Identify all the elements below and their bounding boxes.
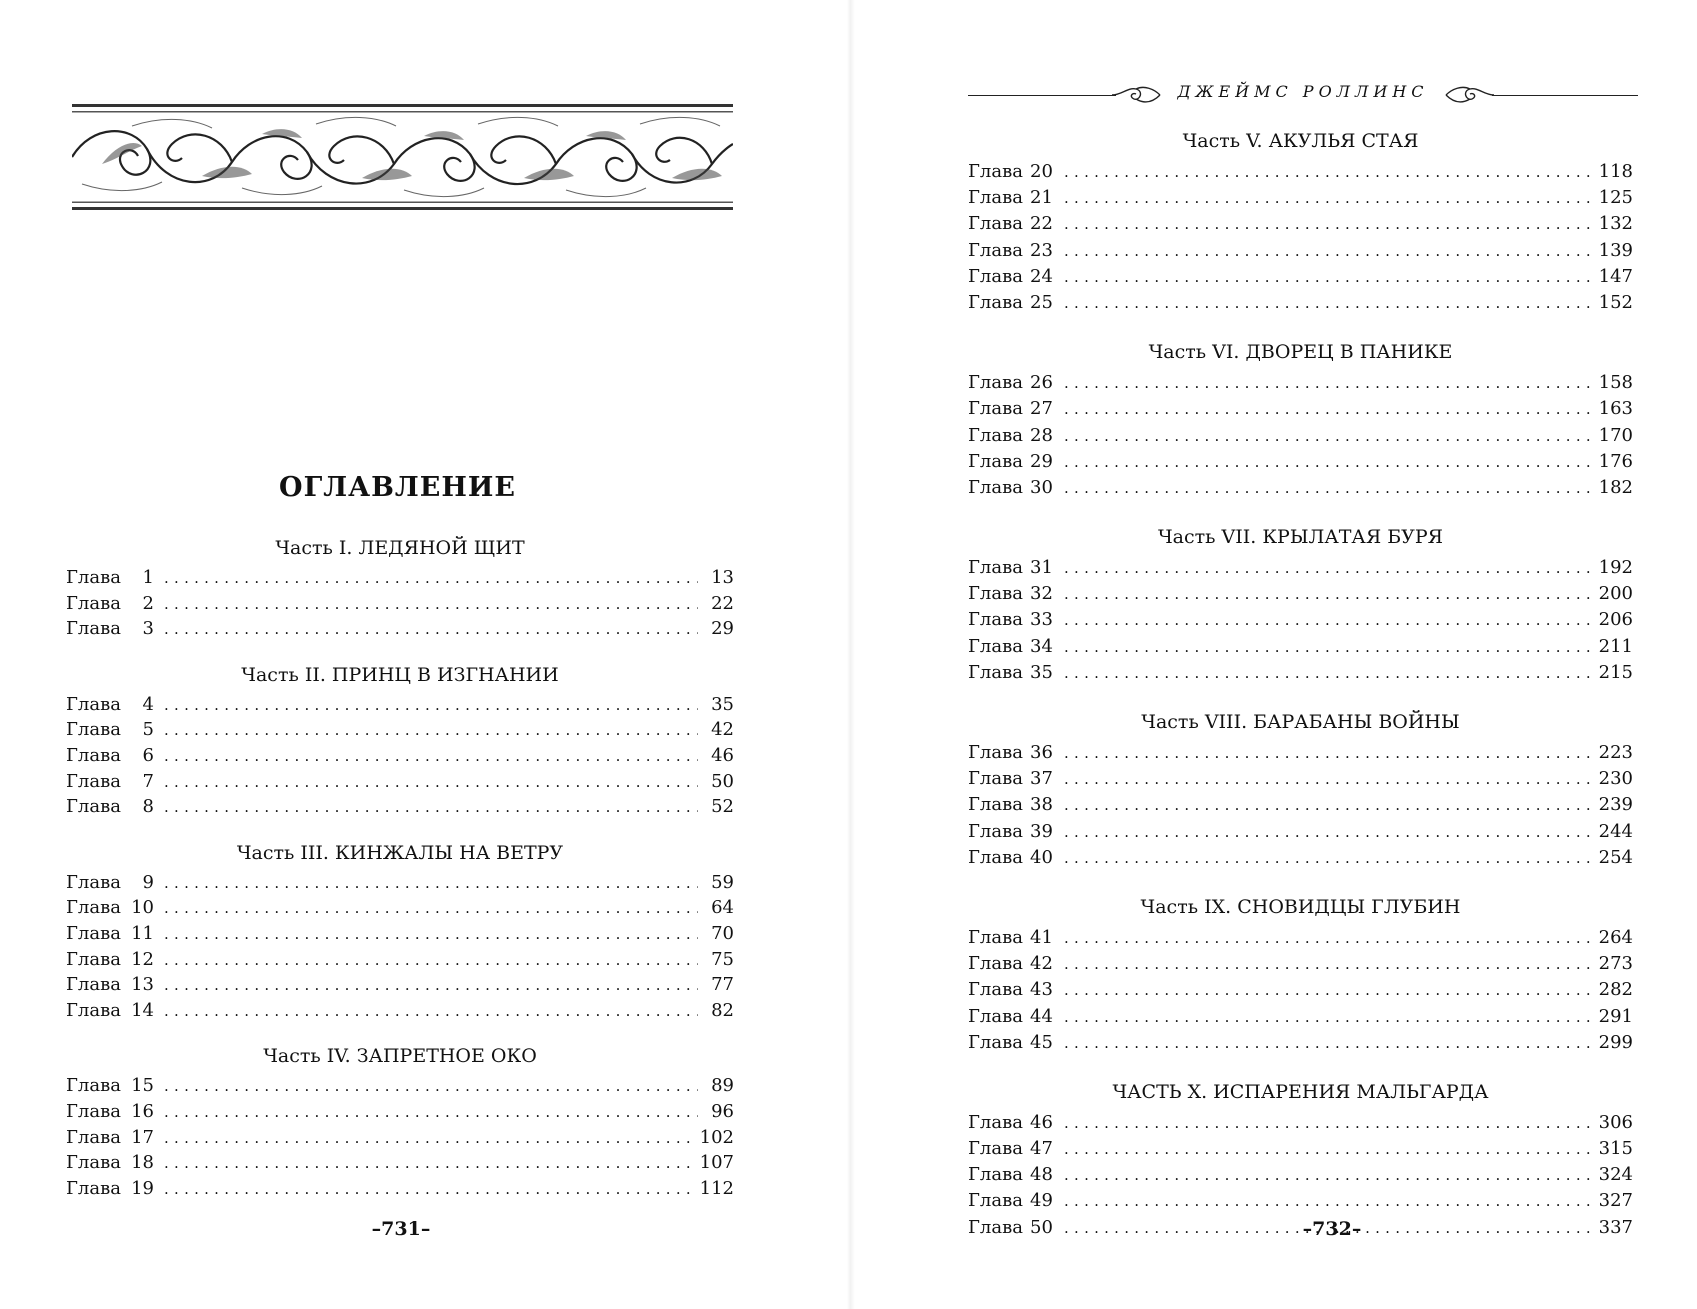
chapter-page-number: 125 [1598, 187, 1633, 209]
dot-leader [164, 770, 698, 796]
chapter-number: 48 [1030, 1164, 1053, 1186]
chapter-label: Глава [968, 476, 1023, 498]
chapter-number: 9 [142, 871, 154, 893]
chapter-page-number: 206 [1598, 609, 1633, 631]
dot-leader [164, 718, 698, 744]
chapter-label: Глава [66, 744, 121, 766]
chapter-number: 21 [1030, 187, 1053, 209]
chapter-number: 2 [142, 592, 154, 614]
chapter-entry [968, 475, 1633, 501]
chapter-number: 1 [142, 567, 154, 588]
chapter-entry [968, 1188, 1633, 1214]
chapter-number: 3 [142, 618, 154, 640]
chapter-page-number: 42 [711, 719, 734, 741]
chapter-entry [968, 1162, 1633, 1188]
chapter-label: Глава [968, 161, 1023, 182]
chapter-number: 28 [1030, 424, 1053, 446]
part-heading: Часть II. ПРИНЦ В ИЗГНАНИИ [241, 663, 559, 686]
chapter-number: 25 [1030, 291, 1053, 313]
chapter-page-number: 112 [699, 1177, 734, 1199]
part-heading: ЧАСТЬ X. ИСПАРЕНИЯ МАЛЬГАРДА [1112, 1080, 1489, 1103]
chapter-number: 16 [131, 1100, 154, 1122]
chapter-number: 29 [1030, 450, 1053, 472]
chapter-entry [66, 1073, 734, 1099]
chapter-label: Глава [968, 820, 1023, 842]
chapter-label: Глава [968, 291, 1023, 313]
dot-leader [1064, 581, 1593, 607]
chapter-number: 49 [1030, 1190, 1053, 1212]
chapter-label: Глава [968, 239, 1023, 261]
dot-leader [1064, 607, 1593, 633]
chapter-entry [66, 769, 734, 795]
chapter-number: 19 [131, 1177, 154, 1199]
chapter-page-number: 299 [1598, 1031, 1633, 1053]
dot-leader [1064, 951, 1593, 977]
chapter-label: Глава [968, 1138, 1023, 1160]
dot-leader [164, 693, 698, 719]
chapter-number: 42 [1030, 953, 1053, 975]
chapter-number: 15 [131, 1075, 154, 1097]
chapter-page-number: 254 [1598, 846, 1633, 868]
chapter-page-number: 223 [1598, 742, 1633, 763]
chapter-label: Глава [66, 719, 121, 741]
chapter-page-number: 176 [1598, 450, 1633, 472]
chapter-entry [66, 1099, 734, 1125]
chapter-label: Глава [968, 979, 1023, 1001]
chapter-page-number: 239 [1598, 794, 1633, 816]
chapter-page-number: 107 [699, 1152, 734, 1174]
dot-leader [164, 896, 698, 922]
chapter-label: Глава [66, 796, 121, 818]
dot-leader [1064, 396, 1593, 422]
chapter-label: Глава [66, 1152, 121, 1174]
chapter-page-number: 29 [711, 618, 734, 640]
running-header-author: ДЖЕЙМС РОЛЛИНС [1177, 82, 1429, 101]
chapter-page-number: 50 [711, 770, 734, 792]
dot-leader [1064, 1030, 1593, 1056]
part-heading: Часть I. ЛЕДЯНОЙ ЩИТ [275, 537, 525, 559]
dot-leader [1064, 766, 1593, 792]
chapter-number: 20 [1030, 161, 1053, 182]
chapter-label: Глава [968, 213, 1023, 235]
chapter-page-number: 337 [1598, 1216, 1633, 1238]
flourish-right-icon [1444, 83, 1496, 107]
chapter-entry [66, 794, 734, 820]
chapter-number: 47 [1030, 1138, 1053, 1160]
chapter-entry [968, 977, 1633, 1003]
chapter-number: 26 [1030, 372, 1053, 394]
dot-leader [1064, 1004, 1593, 1030]
chapter-page-number: 22 [711, 592, 734, 614]
chapter-label: Глава [968, 661, 1023, 683]
dot-leader [164, 592, 698, 618]
chapter-entry [968, 845, 1633, 871]
flourish-left-icon [1110, 83, 1162, 107]
chapter-page-number: 147 [1598, 265, 1633, 287]
toc-title: ОГЛАВЛЕНИЕ [279, 472, 516, 503]
chapter-entry [968, 951, 1633, 977]
chapter-page-number: 211 [1598, 635, 1633, 657]
chapter-label: Глава [968, 557, 1023, 579]
part-heading: Часть III. КИНЖАЛЫ НА ВЕТРУ [236, 841, 564, 864]
chapter-number: 18 [131, 1152, 154, 1174]
toc-right-list [968, 123, 1633, 1241]
chapter-entry [66, 565, 734, 591]
chapter-number: 27 [1030, 398, 1053, 420]
chapter-entry [968, 449, 1633, 475]
chapter-number: 44 [1030, 1005, 1053, 1027]
chapter-number: 12 [131, 948, 154, 970]
chapter-number: 17 [131, 1126, 154, 1148]
chapter-page-number: 46 [711, 744, 734, 766]
chapter-page-number: 96 [711, 1100, 734, 1122]
chapter-page-number: 264 [1598, 926, 1633, 948]
chapter-label: Глава [968, 1005, 1023, 1027]
chapter-page-number: 139 [1598, 239, 1633, 261]
chapter-label: Глава [66, 592, 121, 614]
chapter-number: 50 [1030, 1216, 1053, 1238]
chapter-label: Глава [968, 1190, 1023, 1212]
chapter-label: Глава [968, 187, 1023, 209]
chapter-entry [66, 947, 734, 973]
page-number-right: –732– [1302, 1218, 1362, 1240]
dot-leader [1064, 792, 1593, 818]
dot-leader [1064, 475, 1593, 501]
chapter-label: Глава [968, 450, 1023, 472]
chapter-entry [968, 1004, 1633, 1030]
chapter-label: Глава [66, 999, 121, 1021]
chapter-number: 37 [1030, 768, 1053, 790]
dot-leader [164, 1074, 698, 1100]
dot-leader [164, 1100, 698, 1126]
chapter-label: Глава [66, 948, 121, 970]
chapter-entry [968, 660, 1633, 686]
dot-leader [1064, 660, 1593, 686]
chapter-page-number: 102 [699, 1126, 734, 1148]
chapter-entry [66, 998, 734, 1024]
dot-leader [1064, 1136, 1593, 1162]
dot-leader [164, 1177, 694, 1203]
dot-leader [164, 948, 698, 974]
dot-leader [1064, 211, 1593, 237]
chapter-entry [968, 555, 1633, 581]
chapter-entry [66, 1150, 734, 1176]
chapter-number: 6 [142, 744, 154, 766]
dot-leader [1064, 159, 1593, 185]
dot-leader [1064, 1162, 1593, 1188]
dot-leader [1064, 977, 1593, 1003]
chapter-page-number: 200 [1598, 583, 1633, 605]
chapter-page-number: 82 [711, 999, 734, 1021]
chapter-label: Глава [66, 1100, 121, 1122]
part-heading: Часть V. АКУЛЬЯ СТАЯ [1182, 130, 1419, 152]
chapter-page-number: 282 [1598, 979, 1633, 1001]
part-heading: Часть IX. СНОВИДЦЫ ГЛУБИН [1140, 895, 1461, 918]
chapter-page-number: 327 [1598, 1190, 1633, 1212]
chapter-entry [968, 581, 1633, 607]
chapter-page-number: 35 [711, 693, 734, 715]
chapter-entry [968, 185, 1633, 211]
chapter-page-number: 158 [1598, 372, 1633, 394]
chapter-label: Глава [66, 974, 121, 996]
dot-leader [164, 795, 698, 821]
chapter-label: Глава [968, 926, 1023, 948]
chapter-page-number: 152 [1598, 291, 1633, 313]
chapter-number: 24 [1030, 265, 1053, 287]
chapter-page-number: 118 [1598, 161, 1633, 182]
chapter-label: Глава [968, 424, 1023, 446]
chapter-entry [968, 159, 1633, 185]
chapter-number: 46 [1030, 1111, 1053, 1133]
chapter-page-number: 52 [711, 796, 734, 818]
dot-leader [164, 871, 698, 897]
dot-leader [1064, 845, 1593, 871]
chapter-page-number: 315 [1598, 1138, 1633, 1160]
chapter-entry [66, 921, 734, 947]
header-rule-left [968, 95, 1116, 96]
dot-leader [164, 999, 698, 1025]
chapter-label: Глава [66, 1126, 121, 1148]
chapter-entry [968, 819, 1633, 845]
chapter-page-number: 273 [1598, 953, 1633, 975]
chapter-label: Глава [968, 768, 1023, 790]
dot-leader [1064, 925, 1593, 951]
chapter-number: 36 [1030, 742, 1053, 763]
dot-leader [164, 566, 698, 592]
chapter-entry [968, 740, 1633, 766]
chapter-number: 39 [1030, 820, 1053, 842]
chapter-number: 11 [131, 922, 154, 944]
dot-leader [164, 922, 698, 948]
chapter-page-number: 230 [1598, 768, 1633, 790]
chapter-label: Глава [66, 693, 121, 715]
chapter-label: Глава [66, 922, 121, 944]
part-heading: Часть VIII. БАРАБАНЫ ВОЙНЫ [1141, 711, 1460, 733]
chapter-label: Глава [968, 1111, 1023, 1133]
chapter-page-number: 70 [711, 922, 734, 944]
chapter-page-number: 59 [711, 871, 734, 893]
part-heading: Часть VI. ДВОРЕЦ В ПАНИКЕ [1148, 341, 1453, 364]
chapter-number: 5 [142, 719, 154, 741]
chapter-entry [66, 1125, 734, 1151]
chapter-entry [968, 211, 1633, 237]
chapter-label: Глава [968, 583, 1023, 605]
chapter-label: Глава [66, 871, 121, 893]
chapter-number: 23 [1030, 239, 1053, 261]
chapter-entry [66, 616, 734, 642]
chapter-page-number: 170 [1598, 424, 1633, 446]
dot-leader [1064, 555, 1593, 581]
part-heading: Часть IV. ЗАПРЕТНОЕ ОКО [263, 1045, 537, 1068]
chapter-number: 30 [1030, 476, 1053, 498]
chapter-label: Глава [968, 635, 1023, 657]
chapter-page-number: 75 [711, 948, 734, 970]
chapter-label: Глава [66, 567, 121, 588]
chapter-page-number: 215 [1598, 661, 1633, 683]
chapter-page-number: 64 [711, 897, 734, 919]
chapter-number: 41 [1030, 926, 1053, 948]
chapter-label: Глава [66, 897, 121, 919]
dot-leader [1064, 238, 1593, 264]
chapter-page-number: 13 [711, 567, 734, 588]
chapter-entry [968, 370, 1633, 396]
chapter-entry [968, 396, 1633, 422]
chapter-label: Глава [968, 953, 1023, 975]
dot-leader [164, 1126, 694, 1152]
chapter-entry [66, 591, 734, 617]
dot-leader [164, 744, 698, 770]
chapter-entry [968, 634, 1633, 660]
chapter-entry [66, 870, 734, 896]
dot-leader [164, 1151, 694, 1177]
chapter-label: Глава [66, 770, 121, 792]
ornamental-scroll-border [72, 104, 733, 210]
chapter-number: 35 [1030, 661, 1053, 683]
chapter-entry [968, 766, 1633, 792]
chapter-entry [968, 1136, 1633, 1162]
dot-leader [1064, 290, 1593, 316]
chapter-label: Глава [968, 1031, 1023, 1053]
chapter-label: Глава [968, 398, 1023, 420]
toc-left-list [66, 531, 734, 1201]
dot-leader [1064, 1188, 1593, 1214]
chapter-entry [968, 925, 1633, 951]
chapter-label: Глава [968, 1164, 1023, 1186]
chapter-page-number: 132 [1598, 213, 1633, 235]
dot-leader [164, 617, 698, 643]
dot-leader [1064, 264, 1593, 290]
chapter-page-number: 77 [711, 974, 734, 996]
chapter-number: 33 [1030, 609, 1053, 631]
chapter-entry [968, 792, 1633, 818]
dot-leader [1064, 185, 1593, 211]
chapter-page-number: 324 [1598, 1164, 1633, 1186]
chapter-number: 43 [1030, 979, 1053, 1001]
chapter-entry [968, 607, 1633, 633]
chapter-page-number: 182 [1598, 476, 1633, 498]
dot-leader [1064, 370, 1593, 396]
chapter-entry [66, 895, 734, 921]
chapter-number: 40 [1030, 846, 1053, 868]
page-number-left: –731– [371, 1218, 431, 1240]
chapter-page-number: 192 [1598, 557, 1633, 579]
chapter-label: Глава [968, 846, 1023, 868]
part-heading: Часть VII. КРЫЛАТАЯ БУРЯ [1157, 526, 1444, 549]
header-rule-right [1492, 95, 1638, 96]
dot-leader [1064, 1110, 1593, 1136]
chapter-page-number: 244 [1598, 820, 1633, 842]
chapter-page-number: 306 [1598, 1111, 1633, 1133]
chapter-label: Глава [968, 372, 1023, 394]
chapter-number: 38 [1030, 794, 1053, 816]
chapter-number: 13 [131, 974, 154, 996]
chapter-number: 45 [1030, 1031, 1053, 1053]
chapter-label: Глава [66, 1177, 121, 1199]
chapter-number: 4 [142, 693, 154, 715]
chapter-number: 31 [1030, 557, 1053, 579]
chapter-entry [66, 717, 734, 743]
chapter-label: Глава [968, 742, 1023, 763]
chapter-page-number: 291 [1598, 1005, 1633, 1027]
chapter-label: Глава [968, 609, 1023, 631]
dot-leader [1064, 423, 1593, 449]
chapter-page-number: 163 [1598, 398, 1633, 420]
chapter-label: Глава [968, 265, 1023, 287]
dot-leader [1064, 819, 1593, 845]
chapter-entry [66, 972, 734, 998]
chapter-page-number: 89 [711, 1075, 734, 1097]
chapter-number: 10 [131, 897, 154, 919]
chapter-label: Глава [968, 1216, 1023, 1238]
chapter-number: 22 [1030, 213, 1053, 235]
chapter-number: 8 [142, 796, 154, 818]
chapter-number: 7 [142, 770, 154, 792]
dot-leader [1064, 740, 1593, 766]
chapter-entry [66, 743, 734, 769]
chapter-number: 14 [131, 999, 154, 1021]
chapter-entry [66, 1176, 734, 1202]
chapter-entry [968, 290, 1633, 316]
dot-leader [1064, 449, 1593, 475]
chapter-entry [968, 238, 1633, 264]
chapter-entry [968, 1110, 1633, 1136]
chapter-number: 34 [1030, 635, 1053, 657]
chapter-entry [968, 423, 1633, 449]
chapter-label: Глава [968, 794, 1023, 816]
running-header [968, 78, 1638, 108]
chapter-label: Глава [66, 618, 121, 640]
dot-leader [1064, 634, 1593, 660]
chapter-entry [66, 692, 734, 718]
chapter-label: Глава [66, 1075, 121, 1097]
chapter-number: 32 [1030, 583, 1053, 605]
chapter-entry [968, 264, 1633, 290]
chapter-entry [968, 1030, 1633, 1056]
dot-leader [164, 973, 698, 999]
